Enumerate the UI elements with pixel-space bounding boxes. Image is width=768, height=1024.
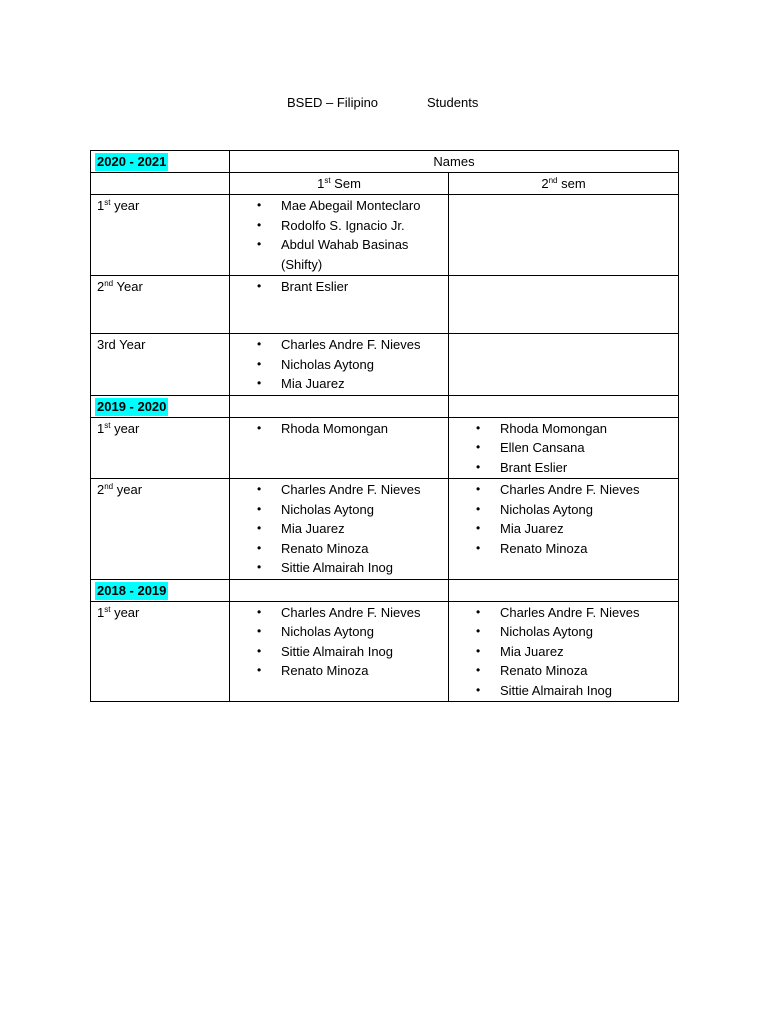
- sem1-name-list: [236, 277, 442, 297]
- year-level-cell: [91, 334, 230, 396]
- bullet-icon: •: [476, 540, 481, 555]
- student-name: Charles Andre F. Nieves: [500, 604, 640, 620]
- student-name: Charles Andre F. Nieves: [281, 482, 421, 497]
- student-name: Charles Andre F. Nieves: [281, 604, 421, 620]
- student-name-item: [236, 519, 442, 539]
- bullet-icon: •: [476, 643, 481, 658]
- student-name-item: [236, 500, 442, 520]
- year-level-row: [91, 334, 679, 396]
- student-name-item: [455, 622, 672, 642]
- student-name: Abdul Wahab Basinas (Shifty): [281, 237, 409, 272]
- year-level-number: 3rd Year: [97, 337, 146, 352]
- bullet-icon: •: [257, 376, 262, 390]
- bullet-icon: •: [257, 604, 262, 619]
- sem2-word: sem: [557, 176, 586, 191]
- year-level-number: 1: [97, 198, 105, 213]
- bullet-icon: •: [257, 217, 262, 232]
- bullet-icon: •: [476, 459, 481, 474]
- bullet-icon: •: [257, 560, 262, 574]
- year-level-number: 2: [97, 279, 105, 294]
- bullet-icon: •: [476, 482, 481, 496]
- year-level-ordinal: st: [104, 604, 111, 614]
- bullet-icon: •: [257, 663, 262, 677]
- year-level-ordinal: nd: [104, 482, 114, 491]
- bullet-icon: •: [476, 663, 481, 677]
- year-level-cell: [91, 417, 230, 479]
- sem2-names-cell: [449, 417, 679, 479]
- student-name: Renato Minoza: [281, 540, 369, 556]
- student-name-item: [455, 661, 672, 681]
- student-name: Brant Eslier: [281, 279, 349, 294]
- bullet-icon: •: [257, 624, 262, 638]
- sem1-name-list: [236, 419, 442, 439]
- student-name: Nicholas Aytong: [281, 356, 374, 372]
- sem1-number: 1: [317, 176, 325, 191]
- student-name-item: [455, 438, 672, 458]
- sem1-names-cell: [230, 479, 449, 580]
- sem1-names-cell: [230, 601, 449, 702]
- bullet-icon: •: [257, 237, 262, 251]
- year-level-cell: [91, 601, 230, 702]
- student-name-item: [236, 235, 442, 274]
- sem2-names-cell: [449, 479, 679, 580]
- year-range-highlight: 2019 - 2020: [97, 398, 167, 414]
- year-level-word: year: [110, 198, 140, 213]
- student-name: Renato Minoza: [500, 663, 588, 678]
- student-name-item: [236, 558, 442, 578]
- empty-cell: [230, 579, 449, 601]
- year-level-word: year: [113, 482, 143, 497]
- student-name: Mia Juarez: [281, 521, 345, 536]
- bullet-icon: •: [476, 604, 481, 619]
- year-range-cell: [91, 151, 230, 173]
- student-name: Mia Juarez: [500, 643, 564, 659]
- student-name: Ellen Cansana: [500, 440, 585, 455]
- student-name: Sittie Almairah Inog: [281, 560, 394, 575]
- student-name-item: [455, 681, 672, 701]
- bullet-icon: •: [476, 501, 481, 516]
- student-name: Sittie Almairah Inog: [500, 682, 613, 698]
- bullet-icon: •: [476, 440, 481, 454]
- year-level-ordinal: nd: [104, 279, 114, 288]
- sem2-ordinal: nd: [548, 176, 558, 185]
- year-level-row: [91, 417, 679, 479]
- student-name-item: [236, 355, 442, 375]
- bullet-icon: •: [476, 624, 481, 638]
- student-name: Mae Abegail Monteclaro: [281, 198, 421, 213]
- student-name-item: [236, 539, 442, 559]
- empty-cell: [449, 395, 679, 417]
- empty-cell: [230, 395, 449, 417]
- year-level-cell: [91, 276, 230, 334]
- year-level-number: 1: [97, 420, 105, 436]
- student-name-item: [455, 500, 672, 520]
- students-table-body: [91, 151, 679, 702]
- year-range-highlight: 2020 - 2021: [97, 154, 167, 169]
- year-level-row: [91, 195, 679, 276]
- year-level-word: year: [110, 604, 140, 620]
- section-header-row: [91, 151, 679, 173]
- title-students: Students: [427, 95, 479, 110]
- student-name: Renato Minoza: [500, 540, 588, 556]
- names-header-cell: Names: [230, 151, 679, 173]
- student-name-item: [236, 480, 442, 500]
- year-level-ordinal: st: [104, 420, 111, 430]
- year-range-cell: [91, 579, 230, 601]
- bullet-icon: •: [257, 643, 262, 658]
- student-name: Charles Andre F. Nieves: [500, 482, 640, 497]
- bullet-icon: •: [257, 337, 262, 351]
- student-name-item: [455, 642, 672, 662]
- sem2-names-cell: [449, 334, 679, 396]
- empty-cell: [91, 173, 230, 195]
- year-level-cell: [91, 479, 230, 580]
- year-level-cell: [91, 195, 230, 276]
- section-header-row: [91, 579, 679, 601]
- student-name: Rhoda Momongan: [500, 420, 607, 436]
- sem2-name-list: [455, 603, 672, 701]
- student-name: Mia Juarez: [281, 376, 345, 391]
- empty-cell: [449, 579, 679, 601]
- bullet-icon: •: [476, 521, 481, 535]
- student-name-item: [236, 277, 442, 297]
- student-name-item: [236, 661, 442, 681]
- sem2-names-cell: [449, 601, 679, 702]
- student-name-item: [455, 519, 672, 539]
- student-name: Rhoda Momongan: [281, 420, 388, 436]
- bullet-icon: •: [257, 356, 262, 371]
- sem2-number: 2: [541, 176, 549, 191]
- student-name: Nicholas Aytong: [281, 501, 374, 517]
- student-name-item: [455, 419, 672, 439]
- students-table: [90, 150, 679, 702]
- student-name-item: [455, 539, 672, 559]
- year-range-highlight: 2018 - 2019: [97, 582, 167, 598]
- student-name: Renato Minoza: [281, 663, 369, 678]
- student-name: Charles Andre F. Nieves: [281, 337, 421, 352]
- bullet-icon: •: [257, 482, 262, 496]
- bullet-icon: •: [257, 521, 262, 535]
- student-name-item: [236, 374, 442, 394]
- student-name: Brant Eslier: [500, 459, 568, 475]
- sem1-names-cell: [230, 195, 449, 276]
- section-header-row: [91, 395, 679, 417]
- student-name-item: [236, 603, 442, 623]
- student-name-item: [236, 335, 442, 355]
- sem1-names-cell: [230, 276, 449, 334]
- student-name: Mia Juarez: [500, 521, 564, 536]
- student-name: Nicholas Aytong: [500, 624, 593, 639]
- semester-header-row: [91, 173, 679, 195]
- year-level-row: [91, 276, 679, 334]
- student-name: Nicholas Aytong: [281, 624, 374, 639]
- sem1-name-list: [236, 480, 442, 578]
- student-name-item: [236, 196, 442, 216]
- bullet-icon: •: [257, 540, 262, 555]
- student-name: Sittie Almairah Inog: [281, 643, 394, 659]
- year-range-cell: [91, 395, 230, 417]
- sem2-header-cell: [449, 173, 679, 195]
- year-level-number: 1: [97, 604, 105, 620]
- bullet-icon: •: [257, 420, 262, 435]
- bullet-icon: •: [476, 420, 481, 435]
- sem2-name-list: [455, 480, 672, 558]
- year-level-number: 2: [97, 482, 105, 497]
- sem1-ordinal: st: [324, 176, 331, 185]
- sem2-name-list: [455, 419, 672, 478]
- sem1-name-list: [236, 335, 442, 394]
- sem1-header-cell: [230, 173, 449, 195]
- student-name-item: [455, 458, 672, 478]
- student-name-item: [236, 642, 442, 662]
- year-level-row: [91, 479, 679, 580]
- year-level-word: year: [110, 420, 140, 436]
- year-level-word: Year: [113, 279, 143, 294]
- title-program: BSED – Filipino: [287, 95, 379, 110]
- student-name-item: [455, 480, 672, 500]
- sem2-names-cell: [449, 276, 679, 334]
- student-name: Nicholas Aytong: [500, 501, 593, 517]
- sem1-names-cell: [230, 417, 449, 479]
- sem1-name-list: [236, 603, 442, 681]
- bullet-icon: •: [257, 279, 262, 293]
- document-title: [0, 95, 768, 113]
- year-level-ordinal: st: [104, 198, 111, 207]
- bullet-icon: •: [257, 501, 262, 516]
- student-name-item: [455, 603, 672, 623]
- sem1-name-list: [236, 196, 442, 274]
- bullet-icon: •: [257, 198, 262, 212]
- student-name: Rodolfo S. Ignacio Jr.: [281, 217, 405, 233]
- student-name-item: [236, 622, 442, 642]
- bullet-icon: •: [476, 682, 481, 697]
- student-name-item: [236, 419, 442, 439]
- sem1-word: Sem: [330, 176, 361, 191]
- year-level-row: [91, 601, 679, 702]
- sem1-names-cell: [230, 334, 449, 396]
- sem2-names-cell: [449, 195, 679, 276]
- student-name-item: [236, 216, 442, 236]
